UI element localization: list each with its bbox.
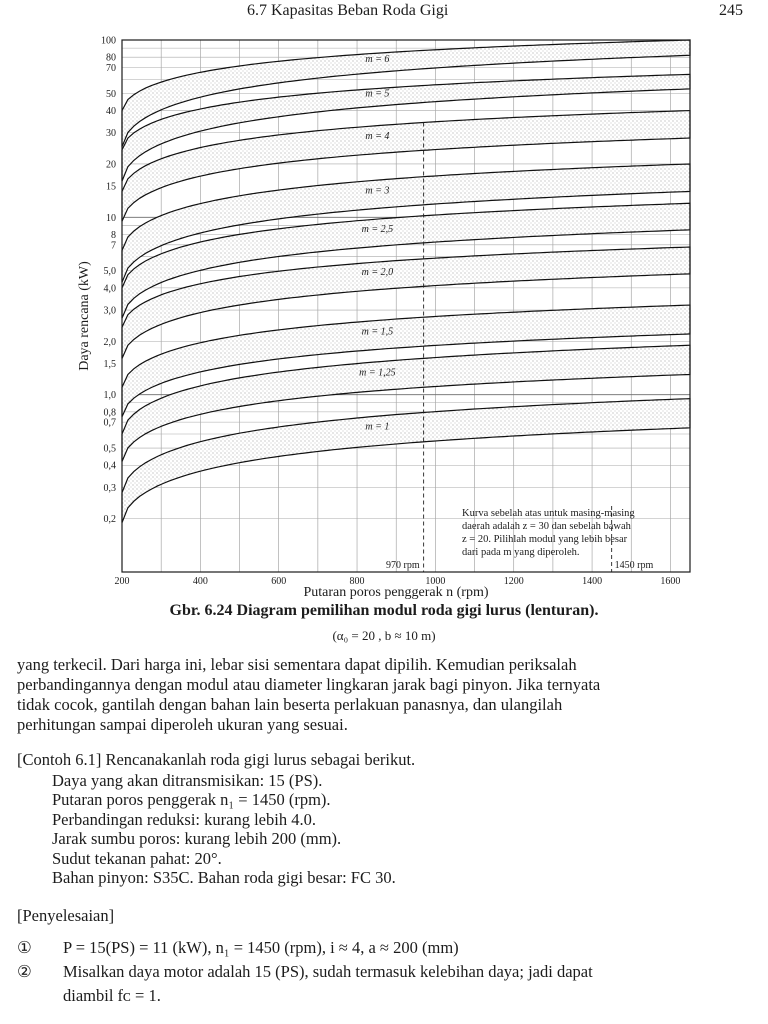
band-label: m = 2,5 — [361, 223, 394, 235]
paragraph-line: perhitungan sampai diperoleh ukuran yang sesuai. — [17, 715, 348, 734]
annotation-line: dari pada m yang diperoleh. — [462, 547, 580, 558]
solution-heading: [Penyelesaian] — [17, 906, 115, 925]
spec-item: Bahan pinyon: S35C. Bahan roda gigi besar: FC 30. — [52, 868, 396, 888]
x-tick-label: 1000 — [425, 576, 446, 587]
page-number: 245 — [719, 2, 743, 19]
y-tick-label: 8 — [111, 230, 116, 242]
band-label: m = 1,25 — [359, 367, 396, 379]
y-tick-label: 50 — [106, 88, 116, 100]
x-tick-label: 1200 — [503, 576, 524, 587]
x-tick-label: 400 — [192, 576, 208, 587]
y-tick-label: 10 — [106, 212, 116, 224]
annotation-line: Kurva sebelah atas untuk masing-masing — [462, 508, 635, 519]
y-tick-label: 20 — [106, 159, 116, 171]
spec-item: Jarak sumbu poros: kurang lebih 200 (mm). — [52, 829, 342, 849]
figure-parameters: (α₀ = 20 , b ≈ 10 m) — [332, 628, 436, 643]
x-tick-label: 1400 — [582, 576, 603, 587]
solution-step-2 — [17, 962, 593, 982]
spec-item: Perbandingan reduksi: kurang lebih 4.0. — [52, 809, 316, 829]
y-tick-label: 5,0 — [103, 266, 116, 278]
band-label: m = 4 — [365, 131, 390, 143]
spec-item: Putaran poros penggerak n₁ = 1450 (rpm). — [52, 790, 331, 810]
band-label: m = 1,5 — [361, 326, 394, 338]
y-tick-label: 7 — [111, 240, 116, 252]
y-tick-label: 80 — [106, 52, 116, 64]
y-tick-label: 3,0 — [103, 305, 116, 317]
x-axis-label: Putaran poros penggerak n (rpm) — [303, 585, 489, 600]
band-label: m = 2,0 — [361, 267, 394, 279]
band-label: m = 6 — [365, 54, 390, 66]
step-text-continuation: diambil fᴄ = 1. — [63, 986, 161, 1005]
reference-label: 970 rpm — [386, 560, 420, 571]
paragraph-line: yang terkecil. Dari harga ini, lebar sisi sementara dapat dipilih. Kemudian periksalah — [17, 655, 577, 674]
band-label: m = 5 — [365, 88, 390, 100]
step-number: ② — [17, 962, 32, 981]
figure-caption: Gbr. 6.24 Diagram pemilihan modul roda gigi lurus (lenturan). — [169, 602, 599, 619]
y-tick-label: 30 — [106, 128, 116, 140]
example-spec-list — [52, 771, 396, 887]
x-tick-label: 1600 — [660, 576, 681, 587]
running-header-title: 6.7 Kapasitas Beban Roda Gigi — [247, 2, 449, 19]
reference-label: 1450 rpm — [614, 560, 654, 571]
x-tick-label: 200 — [114, 576, 130, 587]
paragraph-line: tidak cocok, gantilah dengan bahan lain beserta perlakuan panasnya, dan ulangilah — [17, 695, 563, 714]
y-tick-label: 70 — [106, 62, 116, 74]
y-tick-label: 2,0 — [103, 336, 116, 348]
y-tick-label: 4,0 — [103, 283, 116, 295]
y-tick-label: 15 — [106, 181, 116, 193]
y-tick-label: 0,4 — [103, 460, 116, 472]
step-number: ① — [17, 938, 32, 957]
module-selection-chart — [60, 36, 700, 602]
y-tick-label: 40 — [106, 106, 116, 118]
y-tick-label: 1,5 — [103, 358, 116, 370]
solution-step-1 — [17, 938, 459, 958]
band-label: m = 1 — [365, 421, 390, 433]
annotation-line: daerah adalah z = 30 dan sebelah bawah — [462, 521, 631, 532]
annotation-line: z = 20. Pilihlah modul yang lebih besar — [462, 534, 628, 545]
step-text: P = 15(PS) = 11 (kW), n₁ = 1450 (rpm), i ≈ 4, a ≈ 200 (mm) — [63, 938, 459, 957]
x-tick-label: 800 — [349, 576, 365, 587]
x-tick-label: 600 — [271, 576, 287, 587]
y-tick-label: 100 — [101, 36, 116, 47]
spec-item: Sudut tekanan pahat: 20°. — [52, 848, 222, 868]
y-tick-label: 0,5 — [103, 443, 116, 455]
y-tick-label: 0,3 — [103, 482, 116, 494]
step-text: Misalkan daya motor adalah 15 (PS), sudah termasuk kelebihan daya; jadi dapat — [63, 962, 593, 981]
example-heading: [Contoh 6.1] Rencanakanlah roda gigi lurus sebagai berikut. — [17, 750, 416, 769]
y-tick-label: 0,8 — [103, 407, 116, 419]
y-axis-label: Daya rencana (kW) — [77, 261, 92, 371]
module-band — [122, 399, 690, 523]
spec-item: Daya yang akan ditransmisikan: 15 (PS). — [52, 771, 323, 790]
paragraph-line: perbandingannya dengan modul atau diameter lingkaran jarak bagi pinyon. Jika ternyata — [17, 675, 601, 694]
chart-annotation — [462, 508, 635, 558]
band-label: m = 3 — [365, 185, 390, 197]
y-tick-label: 0,2 — [103, 514, 116, 526]
body-paragraph — [17, 655, 757, 735]
y-tick-label: 0,7 — [103, 417, 116, 429]
y-tick-label: 1,0 — [103, 390, 116, 402]
